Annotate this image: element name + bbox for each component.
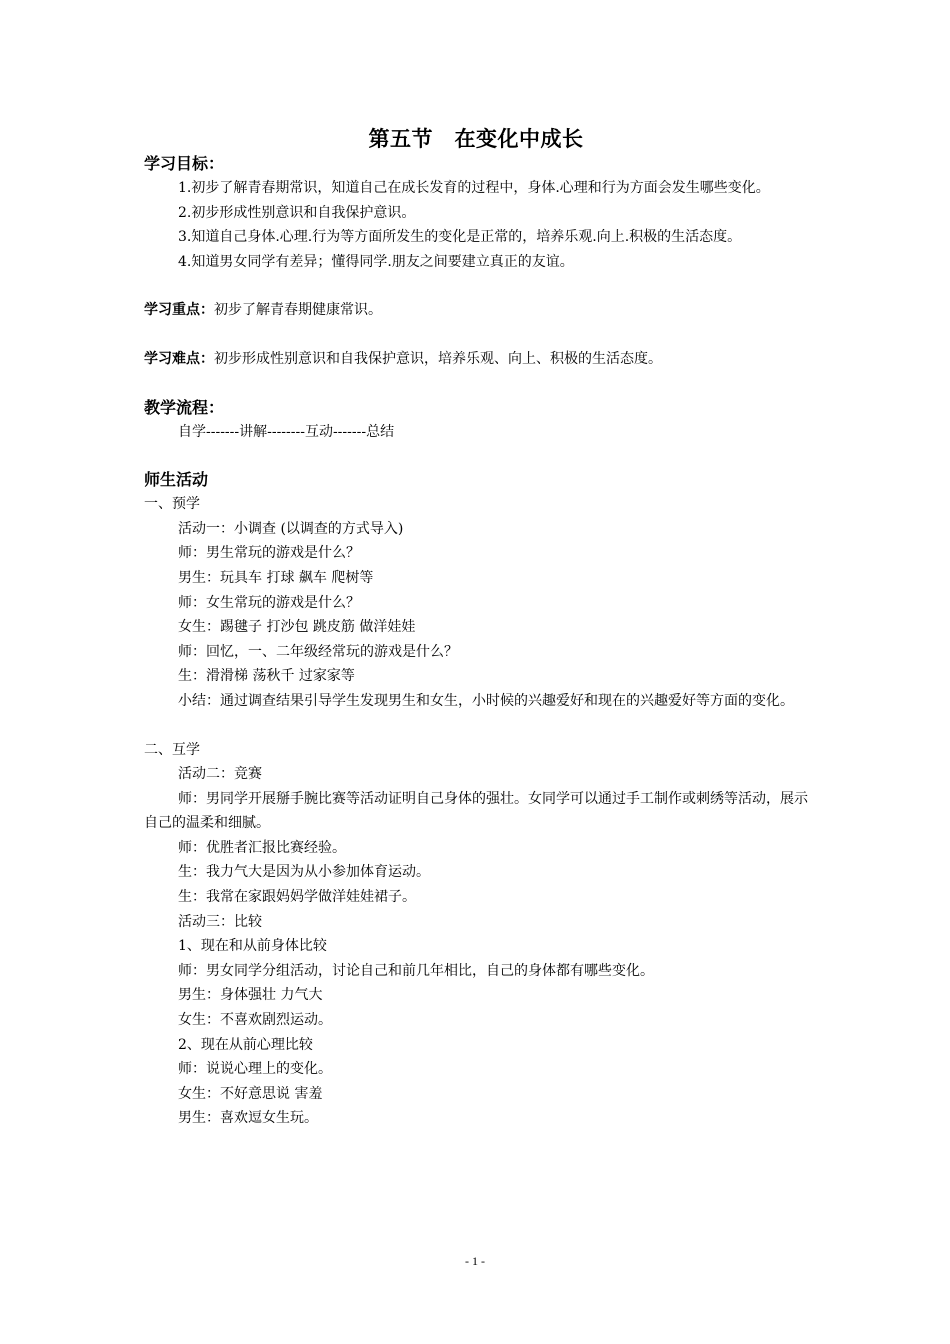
key-point-text: 初步了解青春期健康常识。 xyxy=(214,302,382,319)
activity-line: 生：滑滑梯 荡秋千 过家家等 xyxy=(178,668,355,685)
activity-line: 师：回忆，一、二年级经常玩的游戏是什么？ xyxy=(178,643,458,660)
objectives-heading: 学习目标： xyxy=(144,154,225,173)
difficulty-label: 学习难点： xyxy=(144,350,214,367)
objective-item: 4.知道男女同学有差异；懂得同学.朋友之间要建立真正的友谊。 xyxy=(178,253,574,270)
objective-item: 1.初步了解青春期常识，知道自己在成长发育的过程中，身体.心理和行为方面会发生哪些变化。 xyxy=(178,180,770,196)
activity-line: 2、现在从前心理比较 xyxy=(178,1036,313,1053)
activity-line: 生：我力气大是因为从小参加体育运动。 xyxy=(178,864,430,881)
activity-line: 女生：不喜欢剧烈运动。 xyxy=(178,1012,332,1029)
activity-line: 师：说说心理上的变化。 xyxy=(178,1061,332,1078)
activity-line: 师：优胜者汇报比赛经验。 xyxy=(178,839,346,856)
activity-line: 男生：喜欢逗女生玩。 xyxy=(178,1110,318,1127)
activity-line: 活动三：比较 xyxy=(178,913,262,930)
activity-line: 师：男生常玩的游戏是什么？ xyxy=(178,545,360,562)
activity-line: 女生：不好意思说 害羞 xyxy=(178,1085,323,1102)
page-title: 第五节 在变化中成长 xyxy=(368,127,584,151)
activity-line: 活动一：小调查 (以调查的方式导入) xyxy=(178,520,404,537)
difficulty xyxy=(144,347,808,372)
key-point-label: 学习重点： xyxy=(144,302,214,319)
activities-heading: 师生活动 xyxy=(144,470,209,490)
objective-item: 3.知道自己身体.心理.行为等方面所发生的变化是正常的，培养乐观.向上.积极的生活态度。 xyxy=(178,229,742,246)
flow-text: 自学-------讲解--------互动-------总结 xyxy=(178,423,395,440)
activity-line: 活动二：竞赛 xyxy=(178,766,262,783)
activity-line: 男生：身体强壮 力气大 xyxy=(178,987,323,1004)
activity-line: 1、现在和从前身体比较 xyxy=(178,938,327,955)
activity-line: 小结：通过调查结果引导学生发现男生和女生，小时候的兴趣爱好和现在的兴趣爱好等方面的变化。 xyxy=(178,692,794,709)
activity-line: 女生：踢毽子 打沙包 跳皮筋 做洋娃娃 xyxy=(178,619,416,636)
activity-line: 师：男同学开展掰手腕比赛等活动证明自己身体的强壮。女同学可以通过手工制作或刺绣等活动，展示自己的温柔和细腻。 xyxy=(144,790,808,832)
page-number: - 1 - xyxy=(465,1254,485,1268)
activity-line: 师：女生常玩的游戏是什么？ xyxy=(178,594,360,611)
activity-line: 男生：玩具车 打球 飙车 爬树等 xyxy=(178,569,374,586)
section-title: 一、预学 xyxy=(144,496,200,513)
flow-heading: 教学流程： xyxy=(144,397,225,417)
objective-item: 2.初步形成性别意识和自我保护意识。 xyxy=(178,204,416,221)
section-title: 二、互学 xyxy=(144,741,200,758)
key-point xyxy=(144,298,808,323)
activity-line: 师：男女同学分组活动，讨论自己和前几年相比，自己的身体都有哪些变化。 xyxy=(178,962,654,979)
activity-line: 生：我常在家跟妈妈学做洋娃娃裙子。 xyxy=(178,889,416,906)
document-body xyxy=(144,126,808,1131)
difficulty-text: 初步形成性别意识和自我保护意识，培养乐观、向上、积极的生活态度。 xyxy=(214,350,662,367)
